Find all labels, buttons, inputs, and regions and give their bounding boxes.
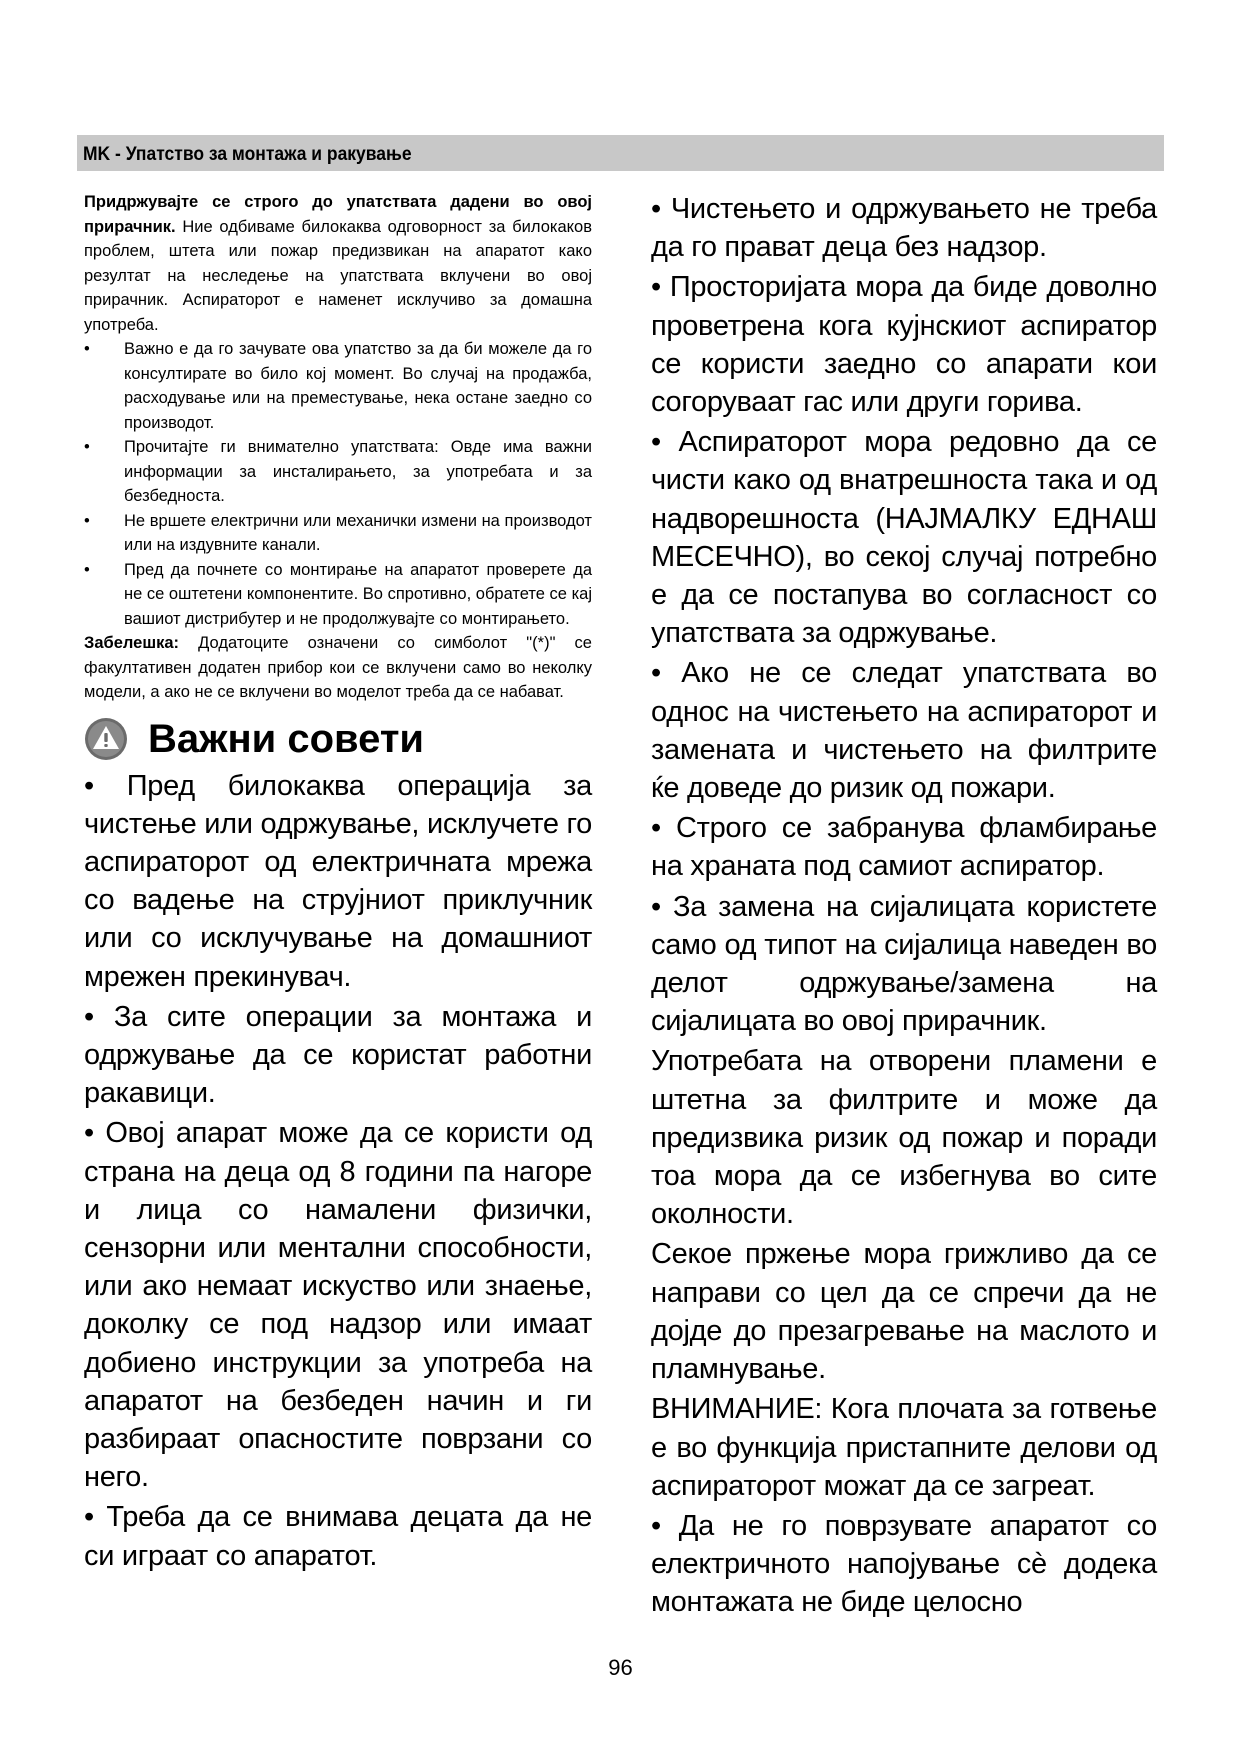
intro-bold-text: Придржувајте се строго до упатствата дадени во овој прирачник. bbox=[84, 193, 592, 236]
advice-paragraph: Употребата на отворени пламени е штетна за филтрите и може да предизвика ризик од пожар и поради тоа мора да се избегнува во сите околности. bbox=[651, 1045, 1157, 1231]
list-item-text: Не вршете електрични или механички измени на производот или на издувните канали. bbox=[124, 511, 592, 554]
advice-paragraph: • Овој апарат може да се користи од страна на деца од 8 години па нагоре и лица со намалени физички, сензорни или ментални способности, или ако немаат искуство или знаење, доколку се под надзор или имаат добиено инструкции за употреба на апаратот на безбеден начин и ги разбираат опасностите поврзани со него. bbox=[84, 1117, 592, 1494]
section-heading bbox=[84, 715, 592, 763]
bullet-icon: • bbox=[84, 511, 90, 530]
list-item bbox=[84, 558, 592, 632]
warning-icon bbox=[84, 717, 128, 761]
section-title: Важни совети bbox=[148, 716, 424, 761]
advice-paragraph: • Просторијата мора да биде доволно проветрена кога кујнскиот аспиратор се користи заедно со апарати кои согоруваат гас или други горива. bbox=[651, 271, 1157, 419]
note-label: Забелешка: bbox=[84, 634, 180, 652]
advice-paragraph: • Да не го поврзувате апаратот со електричното напојување сè додека монтажата не биде целосно bbox=[651, 1509, 1157, 1619]
header-bar bbox=[77, 135, 1164, 171]
list-item-text: Пред да почнете со монтирање на апаратот проверете да не се оштетени компонентите. Во спротивно, обратете се кај вашиот дистрибутер и не продолжувајте со монтирањето. bbox=[124, 560, 592, 628]
advice-paragraph: ВНИМАНИЕ: Кога плочата за готвење е во функција пристапните делови од аспираторот можат да се загреат. bbox=[651, 1393, 1157, 1502]
advice-paragraph: • Чистењето и одржувањето не треба да го прават деца без надзор. bbox=[651, 193, 1157, 264]
list-item-text: Важно е да го зачувате ова упатство за да би можеле да го консултирате во било кој момент. Во случај на продажба, расходување или на преместување, нека остане заедно со производот. bbox=[124, 340, 592, 432]
advice-paragraph: • Пред билокаква операција за чистење или одржување, исклучете го аспираторот од електричната мрежа со вадење на струјниот приклучник или со исклучување на домашниот мрежен прекинувач. bbox=[84, 769, 592, 993]
page-number: 96 bbox=[608, 1655, 633, 1680]
bullet-icon: • bbox=[84, 340, 90, 358]
bullet-icon: • bbox=[84, 560, 90, 579]
list-item-text: Прочитајте ги внимателно упатствата: Овде има важни информации за инсталирањето, за употребата и за безбедноста. bbox=[124, 438, 592, 505]
advice-paragraph: Секое пржење мора грижливо да се направи со цел да се спречи да не дојде до презагревање на маслото и пламнување. bbox=[651, 1238, 1157, 1386]
bullet-icon: • bbox=[84, 438, 90, 456]
advice-paragraph: • За замена на сијалицата користете само од типот на сијалица наведен во делот одржување/замена на сијалицата во овој прирачник. bbox=[651, 890, 1157, 1038]
advice-paragraph: • За сите операции за монтажа и одржување да се користат работни ракавици. bbox=[84, 1000, 592, 1110]
advice-paragraph: • Треба да се внимава децата да не си играат со апаратот. bbox=[84, 1501, 592, 1572]
instruction-list bbox=[84, 337, 592, 631]
advice-paragraph: • Ако не се следат упатствата во однос на чистењето на аспираторот и замената и чистењето на филтрите ќе доведе до ризик од пожари. bbox=[651, 657, 1157, 805]
intro-paragraph bbox=[84, 190, 592, 337]
list-item bbox=[84, 509, 592, 558]
intro-text: Ние одбиваме билокаква одговорност за билокаков проблем, штета или пожар предизвикан на апаратот како резултат на неследење на упатствата вклучени во овој прирачник. Аспираторот е наменет исклучиво за домашна употреба. bbox=[84, 217, 592, 334]
left-column bbox=[84, 190, 592, 1577]
advice-paragraph: • Аспираторот мора редовно да се чисти како од внатрешноста така и од надворешноста (НАЈМАЛКУ ЕДНАШ МЕСЕЧНО), во секој случај потребно е да се постапува во согласност со упатствата за одржување. bbox=[651, 426, 1157, 650]
note-paragraph bbox=[84, 631, 592, 705]
note-text: Додатоците означени со симболот "(*)" се факултативен додатен прибор кои се вклучени само во неколку модели, а ако не се вклучени во моделот треба да се набават. bbox=[84, 634, 592, 701]
right-column bbox=[651, 190, 1157, 1624]
list-item bbox=[84, 435, 592, 509]
page-header-title: MK - Упатство за монтажа и ракување bbox=[83, 144, 412, 165]
list-item bbox=[84, 337, 592, 435]
advice-paragraph: • Строго се забранува фламбирање на храната под самиот аспиратор. bbox=[651, 812, 1157, 883]
